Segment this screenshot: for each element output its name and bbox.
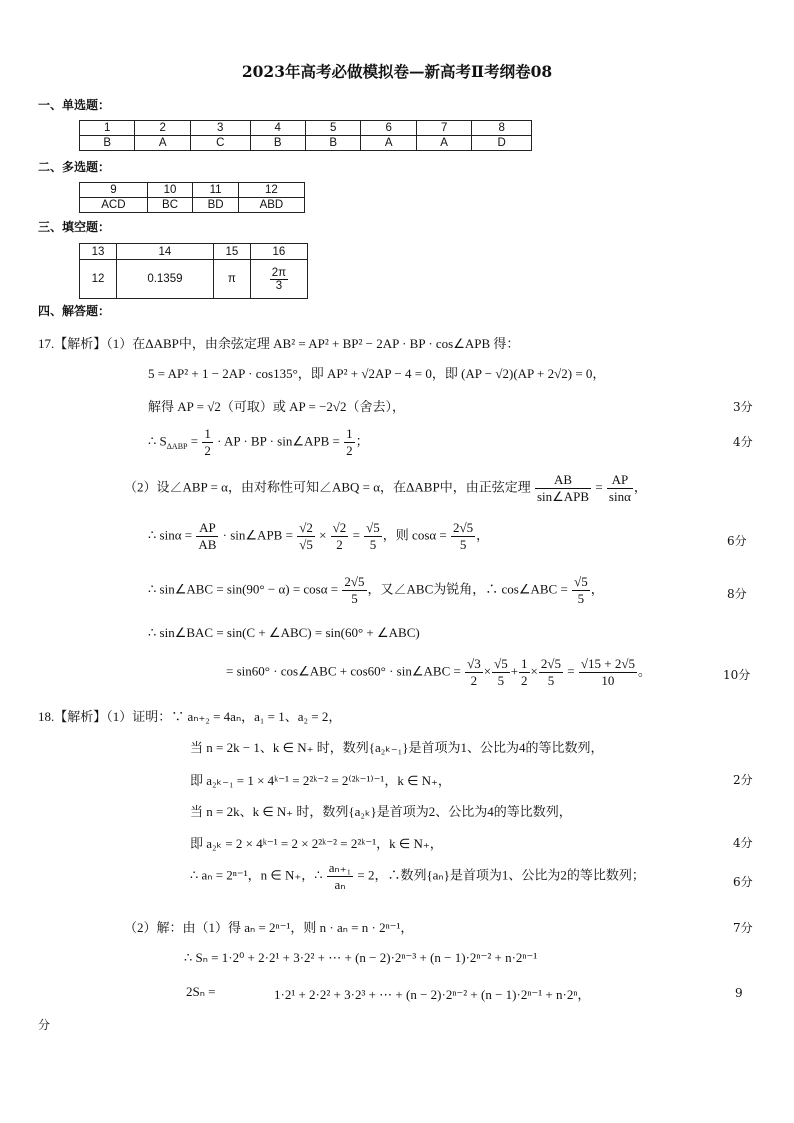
score-label: 10分 [723, 668, 751, 682]
table-cell: B [305, 136, 360, 151]
table-cell: B [80, 136, 135, 151]
table-cell: D [472, 136, 532, 151]
q17-line-1: 5 = AP² + 1 − 2AP · cos135°，即 AP² + √2AP − 4 = 0，即 (AP − √2)(AP + 2√2) = 0， [148, 366, 606, 381]
table-cell: 3 [190, 121, 250, 136]
q17-line-6: ∴ sin∠ABC = sin(90° − α) = cosα = $\frac{2√5}{5}$ ，又∠ABC为锐角，∴ cos∠ABC = $\frac{√5}{5}$ ， [148, 574, 604, 606]
score-label: 4分 [733, 435, 753, 449]
table-cell: B [250, 136, 305, 151]
section-single-choice: 一、单选题： [38, 98, 111, 112]
score-label: 6分 [727, 534, 747, 548]
fraction: $\frac{AP}{AB}$ [198, 520, 217, 552]
table-cell: A [416, 136, 471, 151]
fraction: $\frac{AP}{\sin\alpha}$ [608, 472, 631, 504]
fraction: $\frac{2\pi}{3}$ [271, 266, 287, 292]
multi-choice-table [79, 182, 305, 213]
section-multi-choice: 二、多选题： [38, 160, 111, 174]
fraction: $\frac{2√5}{5}$ [540, 656, 562, 688]
table-cell: 12 [238, 183, 304, 198]
fill-blank-table [79, 243, 308, 299]
table-cell: 13 [80, 244, 117, 260]
fraction: $\frac{2√5}{5}$ [344, 574, 365, 606]
table-cell: 11 [193, 183, 239, 198]
q18-line-3: 当 n = 2k、k ∈ N₊ 时，数列{a₂ₖ}是首项为2、公比为4的等比数列， [190, 804, 572, 819]
fraction: $\frac{√5}{5}$ [366, 520, 380, 552]
table-cell: 5 [305, 121, 360, 136]
q18-line-7: ∴ Sₙ = 1·2⁰ + 2·2¹ + 3·2² + ⋯ + (n − 2)·2ⁿ⁻³ + (n − 1)·2ⁿ⁻² + n·2ⁿ⁻¹ [184, 950, 538, 965]
table-cell: 2 [135, 121, 190, 136]
table-row [80, 198, 305, 213]
table-row [80, 136, 532, 151]
table-cell: BD [193, 198, 239, 213]
score-label: 7分 [733, 921, 753, 935]
fraction: $\frac{√5}{5}$ [494, 656, 508, 688]
q18-line-8-label: 2Sₙ = [186, 984, 216, 999]
table-cell: 8 [472, 121, 532, 136]
table-cell: 15 [213, 244, 250, 260]
fraction: $\frac{1}{2}$ [204, 426, 211, 458]
section-solutions: 四、解答题： [38, 304, 111, 318]
score-label: 分 [38, 1018, 51, 1032]
table-cell: ABD [238, 198, 304, 213]
q18-line-1: 当 n = 2k − 1、k ∈ N₊ 时，数列{a₂ₖ₋₁}是首项为1、公比为4的等比数列， [190, 740, 604, 755]
page-title: 2023年高考必做模拟卷—新高考Ⅱ考纲卷08 [241, 62, 553, 81]
fraction: $\frac{2√5}{5}$ [453, 520, 474, 552]
q17-line-5: ∴ sinα = $\frac{AP}{AB}$ · sin∠APB = $\frac{√2}{√5}$ × $\frac{√2}{2}$ = $\frac{√5}{5}$ ，则 cosα = $\frac{2√5}{5}$ ， [148, 520, 490, 552]
q17-line-3: ∴ $S_{\Delta ABP}$ = $\frac{1}{2}$ · AP · BP · sin∠APB = $\frac{1}{2}$ ； [148, 426, 369, 458]
single-choice-table [79, 120, 532, 151]
table-cell: 4 [250, 121, 305, 136]
table-cell: 7 [416, 121, 471, 136]
fraction: $\frac{\text{aₙ₊₁}}{\text{aₙ}}$ [328, 860, 352, 892]
table-cell: 16 [250, 244, 307, 260]
fraction: $\frac{√2}{√5}$ [299, 520, 313, 552]
table-cell: 9 [80, 183, 148, 198]
q17-line-2: 解得 AP = √2（可取）或 AP = −2√2（舍去）， [148, 399, 406, 414]
table-row [80, 244, 308, 260]
score-label: 4分 [733, 836, 753, 850]
table-cell: 6 [361, 121, 416, 136]
score-label: 9 [735, 986, 743, 1000]
score-label: 2分 [733, 773, 753, 787]
score-label: 6分 [733, 875, 753, 889]
table-cell: 12 [80, 260, 117, 299]
table-cell: 14 [116, 244, 213, 260]
table-cell: C [190, 136, 250, 151]
fraction: $\frac{√2}{2}$ [332, 520, 347, 552]
q17-line-8: = sin60° · cos∠ABC + cos60° · sin∠ABC = $\frac{√3}{2}$ × $\frac{√5}{5}$ + $\frac{1}{2}$ × $\frac{2√5}{5}$ = $\frac{√15 + 2√5}{10}$ 。 [226, 656, 651, 688]
table-row [80, 121, 532, 136]
score-label: 3分 [733, 400, 753, 414]
table-cell: 1 [80, 121, 135, 136]
q17-heading: 17.【解析】（1）在ΔABP中，由余弦定理 AB² = AP² + BP² − 2AP · BP · cos∠APB 得： [38, 336, 520, 351]
table-cell: A [361, 136, 416, 151]
q18-line-5: ∴ aₙ = 2ⁿ⁻¹，n ∈ N₊，∴ $\frac{\text{aₙ₊₁}}{\text{aₙ}}$ = 2，∴数列{aₙ}是首项为1、公比为2的等比数列； [190, 860, 645, 892]
fraction: $\frac{√5}{5}$ [574, 574, 588, 606]
fraction: $\frac{AB}{\text{sin∠APB}}$ [536, 472, 590, 504]
q18-line-8: 1·2¹ + 2·2² + 3·2³ + ⋯ + (n − 2)·2ⁿ⁻² + (n − 1)·2ⁿ⁻¹ + n·2ⁿ， [274, 987, 591, 1002]
table-cell: 10 [147, 183, 193, 198]
q18-part-2: （2）解：由（1）得 aₙ = 2ⁿ⁻¹，则 n · aₙ = n · 2ⁿ⁻¹， [124, 920, 414, 935]
section-fill-blank: 三、填空题： [38, 220, 111, 234]
table-cell [250, 260, 307, 299]
q17-part-2: （2）设∠ABP = α，由对称性可知∠ABQ = α，在ΔABP中，由正弦定理 $\frac{AB}{\text{sin∠APB}}$ = $\frac{AP}{\sin\alpha}$ ， [124, 472, 647, 504]
table-row [80, 260, 308, 299]
fraction: $\frac{1}{2}$ [346, 426, 353, 458]
score-label: 8分 [727, 587, 747, 601]
q17-line-7: ∴ sin∠BAC = sin(C + ∠ABC) = sin(60° + ∠ABC) [148, 625, 420, 640]
table-cell: 0.1359 [116, 260, 213, 299]
q18-heading: 18.【解析】（1）证明：∵ aₙ₊₂ = 4aₙ，a₁ = 1、a₂ = 2， [38, 709, 342, 724]
q18-line-4: 即 a₂ₖ = 2 × 4ᵏ⁻¹ = 2 × 2²ᵏ⁻² = 2²ᵏ⁻¹，k ∈ N₊， [190, 836, 443, 851]
fraction: $\frac{1}{2}$ [521, 656, 528, 688]
table-cell: ACD [80, 198, 148, 213]
table-cell: π [213, 260, 250, 299]
q18-line-2: 即 a₂ₖ₋₁ = 1 × 4ᵏ⁻¹ = 2²ᵏ⁻² = 2⁽²ᵏ⁻¹⁾⁻¹，k ∈ N₊， [190, 773, 451, 788]
fraction: $\frac{√3}{2}$ [467, 656, 481, 688]
table-cell: BC [147, 198, 193, 213]
fraction: $\frac{√15 + 2√5}{10}$ [580, 656, 635, 688]
table-row [80, 183, 305, 198]
table-cell: A [135, 136, 190, 151]
